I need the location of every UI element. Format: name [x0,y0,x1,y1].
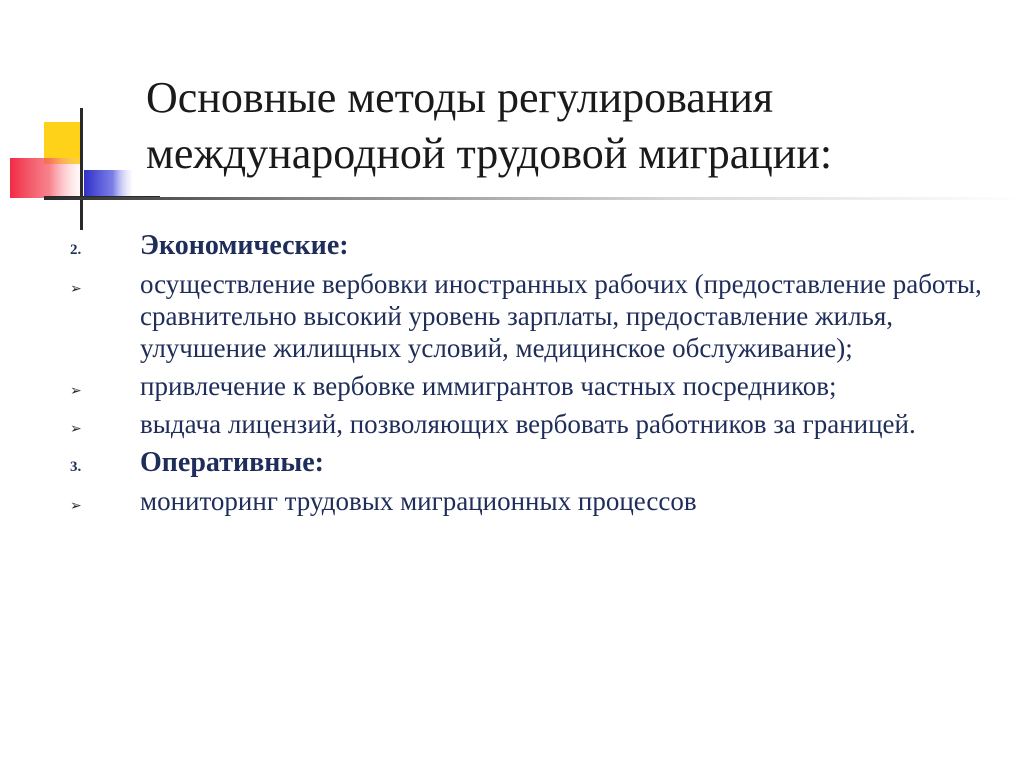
list-item [70,268,990,364]
red-gradient-block [10,158,82,198]
decorative-squares-graphic [0,0,160,240]
list-item-text: выдача лицензий, позволяющих вербовать работников за границей. [140,409,916,439]
blue-gradient-block [84,170,132,198]
yellow-square [44,122,80,164]
section-number: 2. [70,242,82,258]
section-heading-operational [70,446,990,480]
list-item [70,370,990,402]
section-number: 3. [70,459,82,475]
section-heading-text: Оперативные: [140,447,324,478]
list-item [70,408,990,440]
section-heading-text: Экономические: [140,230,349,261]
arrow-bullet-icon: ➢ [70,498,82,514]
arrow-bullet-icon: ➢ [70,421,82,437]
list-item-text: осуществление вербовки иностранных рабочих (предоставление работы, сравнительно высокий уровень зарплаты, предоставление жилья, улучшение жилищных условий, медицинское обслуживание); [140,269,982,363]
slide-title-line-2: международной трудовой миграции: [146,129,833,178]
list-item-text: мониторинг трудовых миграционных процессов [140,486,697,516]
slide-title-line-1: Основные методы регулирования [146,73,774,122]
slide-title [146,70,832,182]
slide-body [70,229,990,523]
vertical-rule [80,108,83,230]
arrow-bullet-icon: ➢ [70,383,82,399]
list-item-text: привлечение к вербовке иммигрантов частных посредников; [140,371,837,401]
section-heading-economic [70,229,990,263]
title-divider-rule [44,197,1024,200]
list-item [70,485,990,517]
arrow-bullet-icon: ➢ [70,281,82,297]
